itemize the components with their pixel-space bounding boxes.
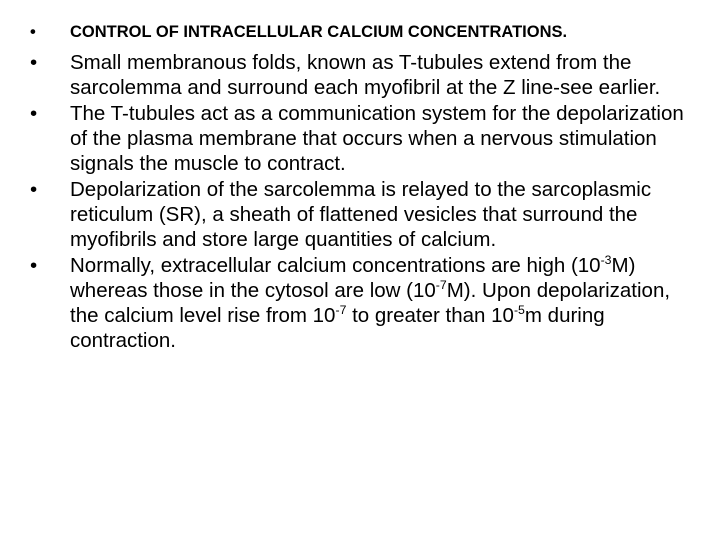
bullet-icon: • bbox=[30, 51, 38, 74]
bullet-icon: • bbox=[30, 23, 36, 41]
list-item bbox=[30, 253, 694, 353]
bullet-text: Depolarization of the sarcolemma is relayed to the sarcoplasmic reticulum (SR), a sheath of flattened vesicles that surround the myofibrils and store large quantities of calcium. bbox=[70, 178, 652, 251]
bullet-icon: • bbox=[30, 254, 38, 277]
bullet-list bbox=[30, 20, 694, 354]
exponent: -7 bbox=[435, 278, 447, 293]
text-segment: m during contraction. bbox=[70, 304, 605, 352]
exponent: -7 bbox=[335, 303, 347, 318]
list-item bbox=[30, 50, 694, 100]
slide-heading bbox=[30, 20, 694, 44]
list-item bbox=[30, 177, 694, 252]
text-segment: M). Upon depolarization, the calcium level rise from 10 bbox=[70, 279, 671, 327]
bullet-icon: • bbox=[30, 178, 38, 201]
bullet-text: The T-tubules act as a communication system for the depolarization of the plasma membrane that occurs when a nervous stimulation signals the muscle to contract. bbox=[70, 102, 684, 175]
text-segment: M) whereas those in the cytosol are low (10 bbox=[70, 254, 636, 302]
bullet-icon: • bbox=[30, 102, 38, 125]
exponent: -5 bbox=[513, 303, 525, 318]
bullet-text bbox=[70, 254, 670, 352]
text-segment: to greater than 10 bbox=[346, 304, 514, 327]
text-segment: Normally, extracellular calcium concentrations are high (10 bbox=[70, 254, 601, 277]
heading-text: CONTROL OF INTRACELLULAR CALCIUM CONCENTRATIONS. bbox=[70, 23, 568, 41]
exponent: -3 bbox=[600, 253, 612, 268]
list-item bbox=[30, 101, 694, 176]
bullet-text: Small membranous folds, known as T-tubules extend from the sarcolemma and surround each myofibril at the Z line-see earlier. bbox=[70, 51, 661, 99]
